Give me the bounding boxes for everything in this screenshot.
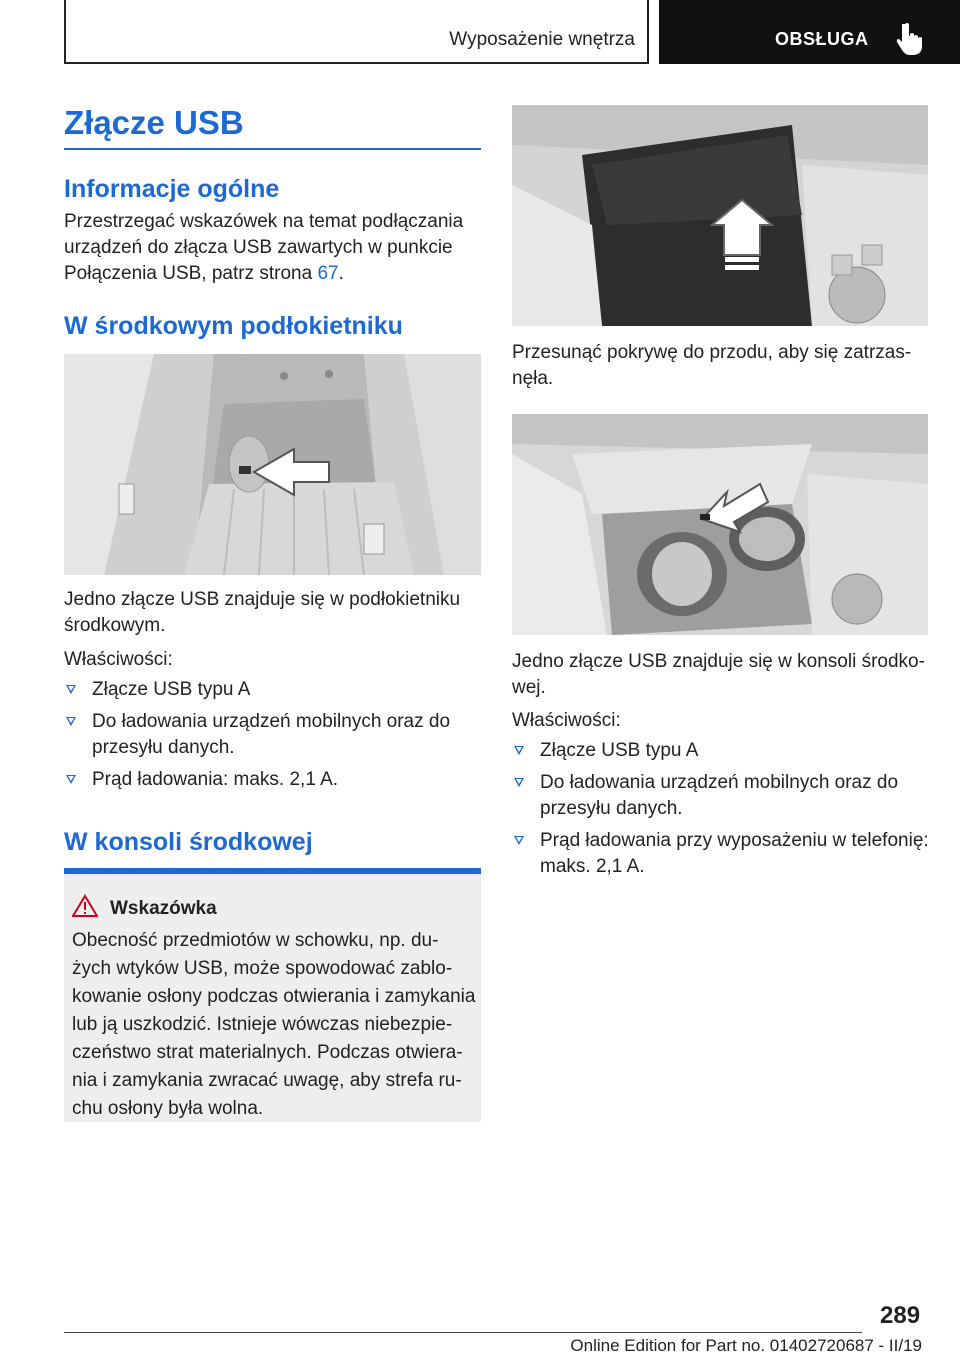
armrest-caption [64, 587, 484, 639]
console-property-list [512, 738, 932, 886]
page-number: 289 [880, 1302, 921, 1329]
list-item: Złącze USB typu A [512, 738, 932, 764]
armrest-caption-line: Jedno złącze USB znajduje się w podłokietniku [64, 589, 461, 610]
warning-triangle-icon [72, 894, 98, 918]
bullet-triangle-icon [514, 836, 524, 845]
armrest-caption-line: środkowym. [64, 615, 166, 636]
page-title: Złącze USB [64, 104, 244, 141]
bullet-triangle-icon [514, 746, 524, 755]
page-link[interactable]: 67 [317, 263, 339, 284]
header-chapter-title: OBSŁUGA [775, 29, 869, 49]
armrest-properties-label: Właściwości: [64, 649, 173, 670]
warning-title: Wskazówka [110, 898, 217, 919]
footer-rule [64, 1332, 862, 1333]
list-item: Złącze USB typu A [64, 677, 484, 703]
header-section-tab [64, 0, 649, 64]
warning-text: Obecność przedmiotów w schowku, np. du- żych wtyków USB, może spowodować zablo- kowanie osłony podczas otwierania i zamykania lub ją uszkodzić. Istnieje wówczas niebezpie- czeństwo strat materialnych. Podczas otwiera- nia i zamykania zwracać uwagę, aby strefa ru- chu osłony była wolna. [72, 930, 476, 1119]
list-item: Prąd ładowania: maks. 2,1 A. [64, 767, 484, 793]
header-section-title: Wyposażenie wnętrza [449, 29, 635, 50]
general-text-line: Przestrzegać wskazówek na temat podłączania [64, 211, 464, 232]
slide-caption: Przesunąć pokrywę do przodu, aby się zatrzas- nęła. [512, 342, 912, 389]
armrest-usb-photo [64, 354, 481, 575]
console-usb-photo [512, 414, 928, 635]
bullet-triangle-icon [66, 685, 76, 694]
general-text-line: urządzeń do złącza USB zawartych w punkcie [64, 237, 453, 258]
general-heading: Informacje ogólne [64, 175, 280, 203]
bullet-triangle-icon [66, 717, 76, 726]
header-chapter-tab [659, 0, 960, 64]
general-text [64, 209, 484, 287]
console-cover-photo [512, 105, 928, 326]
armrest-property-list [64, 677, 484, 799]
bullet-triangle-icon [66, 775, 76, 784]
list-item: Do ładowania urządzeń mobilnych oraz do przesyłu danych. [512, 770, 932, 822]
bullet-triangle-icon [514, 778, 524, 787]
console-heading: W konsoli środkowej [64, 828, 313, 856]
armrest-heading: W środkowym podłokietniku [64, 312, 403, 340]
list-item: Do ładowania urządzeń mobilnych oraz do przesyłu danych. [64, 709, 484, 761]
pointing-hand-icon [896, 22, 924, 56]
list-item: Prąd ładowania przy wyposażeniu w telefonię: maks. 2,1 A. [512, 828, 932, 880]
title-rule [64, 148, 481, 150]
footer-edition: Online Edition for Part no. 01402720687 - II/19 [570, 1336, 922, 1355]
general-text-line: Połączenia USB, patrz strona 67. [64, 263, 344, 284]
console-properties-label: Właściwości: [512, 710, 621, 731]
console-caption: Jedno złącze USB znajduje się w konsoli środko- wej. [512, 651, 925, 698]
